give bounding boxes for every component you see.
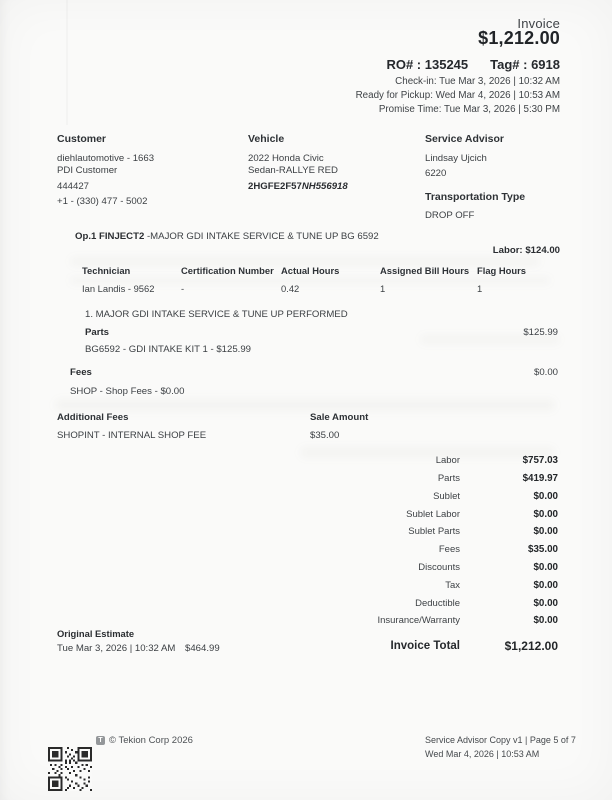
invoice-label: Invoice [517,16,560,31]
vehicle-trim: Sedan-RALLYE RED [248,165,338,176]
original-estimate-title: Original Estimate [57,628,135,639]
ro-tag-line [386,59,560,71]
invoice-total-row: Invoice Total $1,212.00 [390,639,558,654]
technician-table [82,265,560,294]
scan-smudge [55,399,555,411]
fees-label: Fees [70,367,92,378]
vehicle-vin: 2HGFE2F57NH556918 [248,180,348,192]
footer-page-info [425,733,576,761]
ro-number: RO# : 135245 [386,57,469,72]
total-row-sublet-parts: Sublet Parts $0.00 [408,526,558,538]
operation-description: -MAJOR GDI INTAKE SERVICE & TUNE UP BG 6592 [144,231,379,242]
qr-code [48,747,92,791]
total-row-sublet: Sublet $0.00 [433,490,558,502]
total-row-labor: Labor $757.03 [435,455,558,467]
total-row-parts: Parts $419.97 [437,472,558,484]
totals-summary [302,452,558,658]
actual-hours: 0.42 [281,282,300,294]
customer-name: diehlautomotive - 1663 [57,152,155,164]
copyright-line [96,735,193,747]
technician-name: Ian Landis - 9562 [82,282,155,294]
flag-hours: 1 [477,282,483,294]
scan-artifact-line [66,0,68,125]
parts-amount: $125.99 [523,327,558,338]
advisor-number: 6220 [425,168,447,179]
sale-amount-header: Sale Amount [310,412,369,423]
total-row-sublet-labor: Sublet Labor $0.00 [406,508,558,520]
customer-title: Customer [57,133,107,145]
copy-version-page: Service Advisor Copy v1 | Page 5 of 7 [425,735,576,745]
technician-table-header: Technician Certification Number Actual Hours Assigned Bill Hours Flag Hours [82,265,526,276]
original-estimate-block [57,628,220,654]
total-row-deductible: Deductible $0.00 [415,597,558,609]
transportation-title: Transportation Type [425,190,526,203]
certification-number: - [181,282,185,294]
total-row-tax: Tax $0.00 [445,579,558,591]
parts-label: Parts [85,327,109,338]
assigned-bill-hours: 1 [380,282,386,294]
work-performed-line: 1. MAJOR GDI INTAKE SERVICE & TUNE UP PERFORMED [85,309,348,320]
additional-fees-title: Additional Fees [57,412,129,423]
advisor-title: Service Advisor [425,133,504,145]
vehicle-block [248,134,418,192]
vehicle-model: 2022 Honda Civic [248,152,324,164]
total-row-fees: Fees $35.00 [438,544,558,556]
invoice-header [478,16,560,48]
parts-detail-line: BG6592 - GDI INTAKE KIT 1 - $125.99 [85,344,252,355]
operation-labor: Labor: $124.00 [492,245,560,256]
additional-fee-name: SHOPINT - INTERNAL SHOP FEE [57,430,207,441]
customer-phone: +1 - (330) 477 - 5002 [57,196,148,207]
promise-time: Promise Time: Tue Mar 3, 2026 | 5:30 PM [378,104,560,115]
print-datetime: Wed Mar 4, 2026 | 10:53 AM [425,749,540,759]
table-row [82,283,560,295]
total-row-insurance: Insurance/Warranty $0.00 [377,615,558,627]
visit-times [356,75,560,117]
original-estimate-date: Tue Mar 3, 2026 | 10:32 AM [57,642,176,654]
customer-number: 444427 [57,180,90,192]
fees-amount: $0.00 [533,367,558,378]
customer-type: PDI Customer [57,165,118,176]
checkin-time: Check-in: Tue Mar 3, 2026 | 10:32 AM [395,76,560,87]
operation-code: Op.1 FINJECT2 [75,231,145,242]
ready-for-pickup-time: Ready for Pickup: Wed Mar 4, 2026 | 10:53 AM [355,90,560,101]
additional-fee-amount: $35.00 [310,430,340,441]
vehicle-title: Vehicle [248,133,285,145]
tekion-logo-icon: T [96,736,105,745]
operation-line [75,231,545,243]
advisor-block [425,134,575,222]
invoice-amount: $1,212.00 [478,27,560,48]
total-row-discounts: Discounts $0.00 [418,561,558,573]
transportation-value: DROP OFF [425,210,475,221]
original-estimate-amount: $464.99 [185,642,220,654]
tag-number: Tag# : 6918 [490,57,560,72]
advisor-name: Lindsay Ujcich [425,152,487,164]
customer-block [57,134,237,208]
copyright-text: © Tekion Corp 2026 [109,735,193,746]
fees-detail-line: SHOP - Shop Fees - $0.00 [70,386,185,397]
